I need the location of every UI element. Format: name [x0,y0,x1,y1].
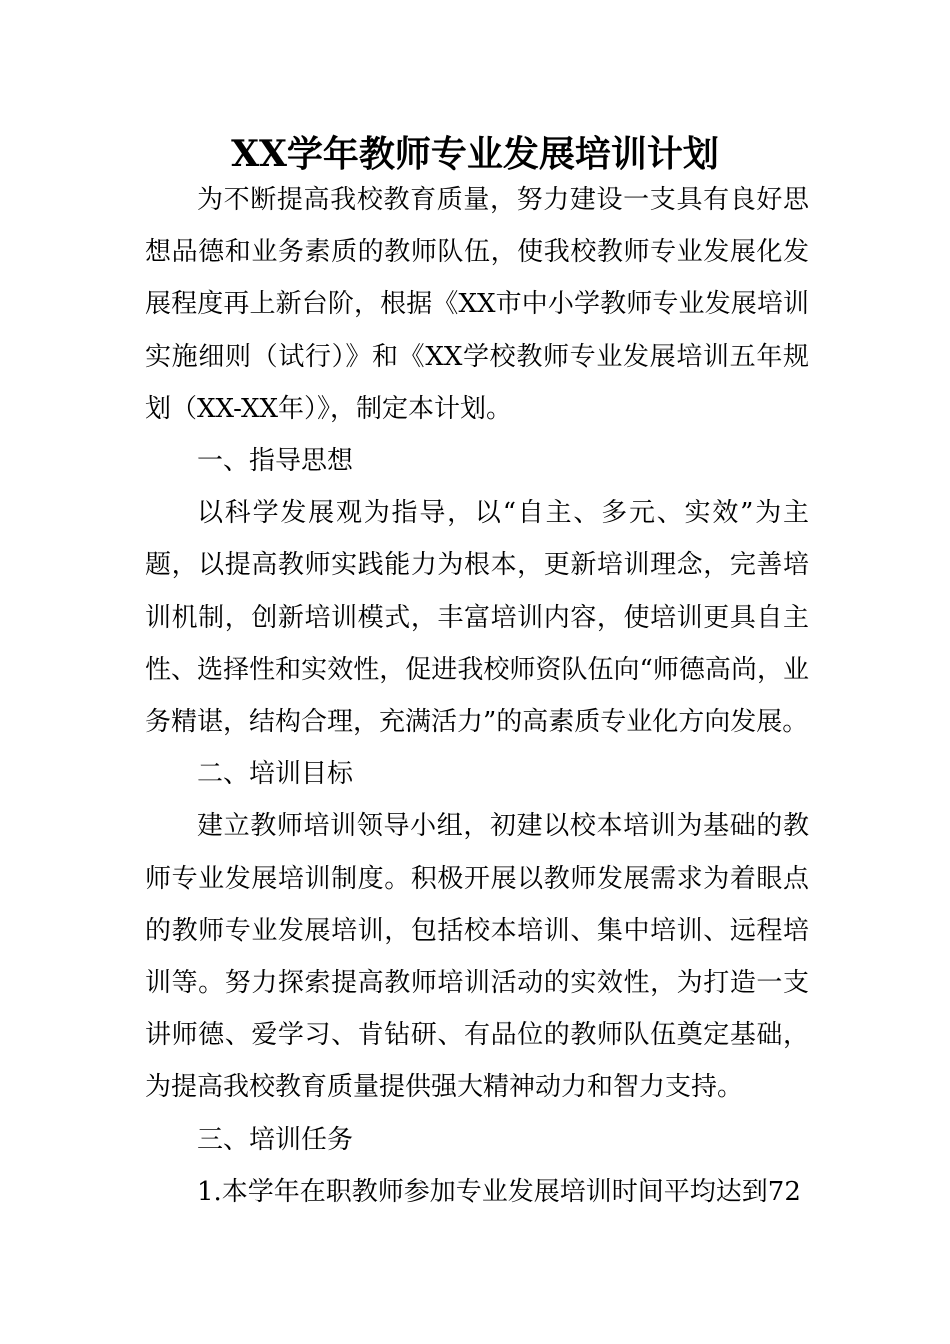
section-heading-training-tasks: 三、培训任务 [197,1124,354,1155]
section-heading-guiding-ideology: 一、指导思想 [197,446,354,477]
section-body-training-tasks: 1.本学年在职教师参加专业发展培训时间平均达到72 [197,1176,801,1207]
section-body-training-goals: 建立教师培训领导小组，初建以校本培训为基础的教师专业发展培训制度。积极开展以教师发展需求为着眼点的教师专业发展培训，包括校本培训、集中培训、远程培训等。努力探索提高教师培训活动的实效性，为打造一支讲师德、爱学习、肯钻研、有品位的教师队伍奠定基础，为提高我校教育质量提供强大精神动力和智力支持。 [145,811,809,1103]
section-heading-training-goals: 二、培训目标 [197,759,354,790]
section-body-guiding-ideology: 以科学发展观为指导，以“自主、多元、实效”为主题，以提高教师实践能力为根本，更新培训理念，完善培训机制，创新培训模式，丰富培训内容，使培训更具自主性、选择性和实效性，促进我校师资队伍向“师德高尚，业务精谌，结构合理，充满活力”的高素质专业化方向发展。 [145,498,809,738]
document-body [145,174,809,1218]
document-title: XX学年教师专业发展培训计划 [231,133,719,175]
intro-paragraph: 为不断提高我校教育质量，努力建设一支具有良好思想品德和业务素质的教师队伍，使我校教师专业发展化发展程度再上新台阶，根据《XX市中小学教师专业发展培训实施细则（试行）》和《XX学校教师专业发展培训五年规划（XX-XX年）》，制定本计划。 [145,185,809,424]
